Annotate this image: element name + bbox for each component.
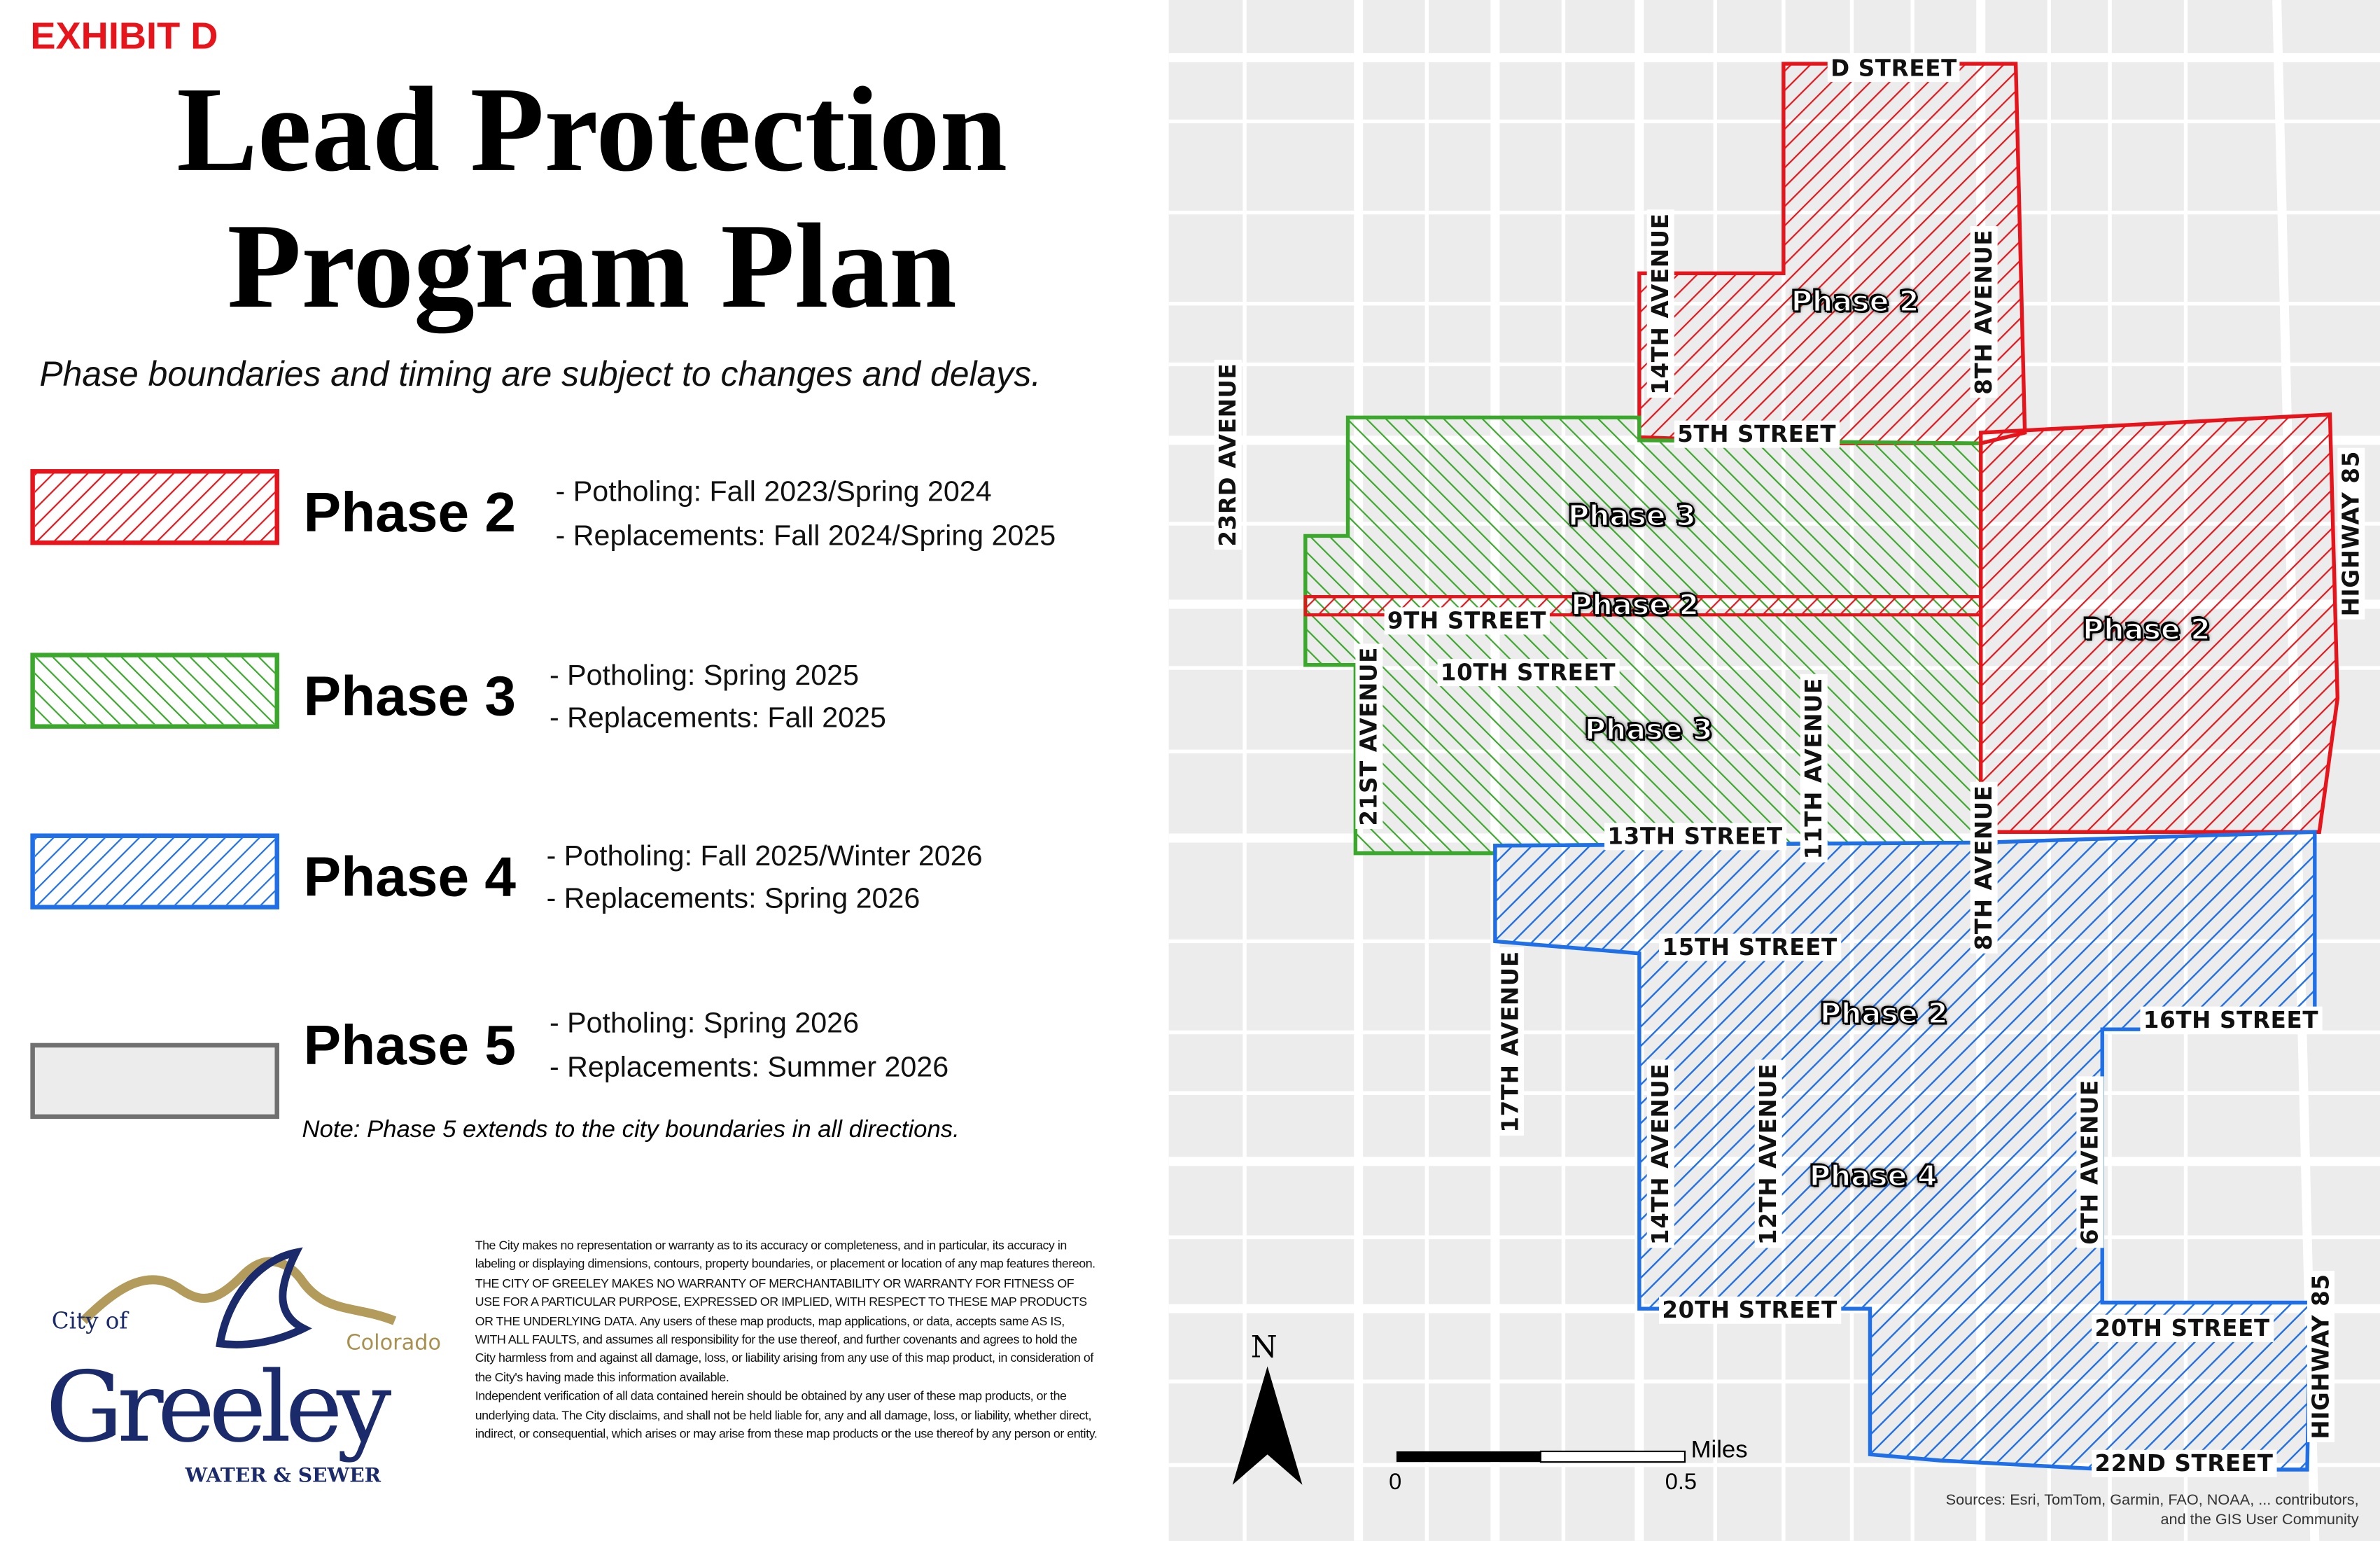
subtitle: Phase boundaries and timing are subject to changes and delays. [39,354,1042,393]
phase-label: Phase 4 [1809,1159,1938,1194]
disclaimer [475,1237,1098,1444]
phase-label: Phase 2 [2082,613,2211,647]
disclaimer-paragraph-2: Independent verification of all data contained herein should be obtained by any user of these map products, or the underlying data. The City disclaims, and shall not be held liable for, any and all damage, loss, or liability, whether direct, indirect, or consequential, which arises or may arise from these map products or the use thereof by any person or entity. [475,1389,1098,1441]
street-label: 16TH STREET [2140,1007,2321,1034]
phase-4-swatch [30,833,279,909]
phase-5-replacements: - Replacements: Summer 2026 [549,1052,949,1085]
phase-3-potholing: - Potholing: Spring 2025 [549,660,860,692]
phase-5-potholing: - Potholing: Spring 2026 [549,1007,860,1040]
street-label: 22ND STREET [2092,1450,2276,1477]
highway-label: HIGHWAY 85 [2307,1271,2334,1442]
street-label: 13TH STREET [1604,823,1786,850]
avenue-label: 6TH AVENUE [2076,1077,2104,1248]
street-label: 15TH STREET [1659,934,1840,961]
avenue-label: 14TH AVENUE [1647,1060,1674,1248]
phase-2-swatch [30,469,279,545]
highway-label: HIGHWAY 85 [2337,448,2365,620]
logo-greeley: Greeley [46,1353,386,1465]
phase-4-replacements: - Replacements: Spring 2026 [546,884,920,916]
street-label: 9TH STREET [1385,607,1550,634]
avenue-label: 17TH AVENUE [1497,948,1524,1136]
phase-label: Phase 3 [1584,713,1713,747]
disclaimer-paragraph-1: The City makes no representation or warranty as to its accuracy or completeness, and in particular, its accuracy in labeling or displaying dimensions, contours, property boundaries, or placement or location of any map features thereon. THE CITY OF GREELEY MAKES NO WARRANTY OF MERCHANTABILITY OR WARRANTY FOR FITNESS OF USE FOR A PARTICULAR PURPOSE, EXPRESSED OR IMPLIED, WITH RESPECT TO THESE MAP PRODUCTS OR THE UNDERLYING DATA. Any users of these map products, map applications, or data, accepts same AS IS, WITH ALL FAULTS, and assumes all responsibility for the use thereof, and further covenants and agrees to hold the City harmless from and against all damage, loss, or liability arising from any use of this map product, in consideration of the City's having made this information available. [475,1239,1096,1385]
phase-3-swatch [30,653,279,728]
street-label: 20TH STREET [2092,1315,2273,1342]
street-label: 10TH STREET [1437,659,1618,686]
logo-water-sewer: WATER & SEWER [185,1465,382,1488]
scale-end: 0.5 [1665,1470,1697,1495]
avenue-label: 11TH AVENUE [1800,675,1828,863]
avenue-label: 12TH AVENUE [1755,1060,1782,1248]
phase-2-potholing: - Potholing: Fall 2023/Spring 2024 [555,476,992,509]
phase-label: Phase 2 [1571,589,1700,623]
phase-3-label: Phase 3 [303,664,516,727]
sources-line-1: Sources: Esri, TomTom, Garmin, FAO, NOAA, ... contributors, [1945,1492,2359,1509]
scale-unit: Miles [1690,1437,1748,1464]
phase-label: Phase 3 [1567,499,1696,534]
avenue-label: 23RD AVENUE [1214,360,1242,550]
street-label: 5TH STREET [1674,421,1840,448]
avenue-label: 21ST AVENUE [1355,644,1382,829]
page-title-line2: Program Plan [227,200,957,335]
phase-2-replacements: - Replacements: Fall 2024/Spring 2025 [555,520,1056,553]
north-label: N [1250,1328,1278,1365]
phase-4-label: Phase 4 [303,845,516,908]
street-label: D STREET [1828,55,1960,82]
phase-3-replacements: - Replacements: Fall 2025 [549,702,886,735]
logo-colorado: Colorado [346,1331,442,1356]
phase-4-area [1495,832,2315,1470]
greeley-logo [46,1237,455,1495]
logo-city-of: City of [51,1306,128,1335]
phase-label: Phase 2 [1791,285,1919,319]
map-sources [1946,1491,2359,1530]
phase-5-swatch [30,1043,279,1119]
phase-5-label: Phase 5 [303,1014,516,1077]
phase-3-area [1306,417,1981,853]
phase-2-label: Phase 2 [303,481,516,544]
scale-bar [1396,1451,1685,1462]
page-title-line1: Lead Protection [176,64,1008,197]
avenue-label: 14TH AVENUE [1647,210,1674,398]
phase-5-note: Note: Phase 5 extends to the city boundaries in all directions. [302,1117,960,1143]
phase-label: Phase 2 [1819,997,1948,1031]
sources-line-2: and the GIS User Community [2160,1512,2359,1529]
phase-4-potholing: - Potholing: Fall 2025/Winter 2026 [546,841,983,873]
avenue-label: 8TH AVENUE [1970,782,1998,954]
street-label: 20TH STREET [1659,1297,1840,1324]
avenue-label: 8TH AVENUE [1970,226,1998,398]
exhibit-label: EXHIBIT D [30,15,218,58]
scale-start: 0 [1389,1470,1402,1495]
